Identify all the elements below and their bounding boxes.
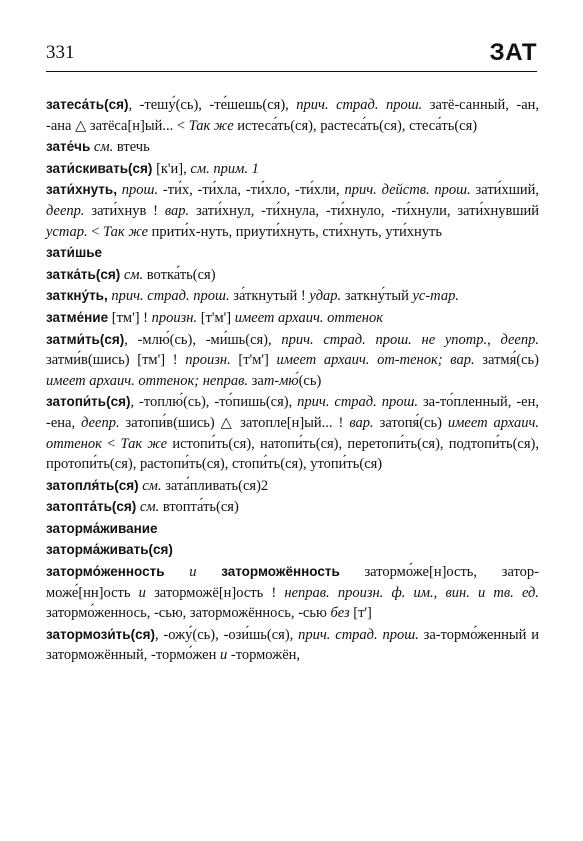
headword: затка́ть(ся)	[46, 266, 121, 282]
grammar-note: произн.	[151, 309, 198, 326]
dictionary-entry	[46, 497, 539, 518]
entry-text: затмя́(сь)	[474, 352, 539, 369]
entry-text: <	[87, 223, 104, 240]
headword: затми́ть(ся)	[46, 331, 125, 347]
headword: затопи́ть(ся)	[46, 394, 131, 410]
grammar-note: удар.	[309, 288, 342, 305]
entry-text: <	[101, 435, 121, 452]
grammar-note: и	[219, 647, 228, 664]
dictionary-entry	[46, 562, 539, 624]
entry-text: , -ожу́(сь), -ози́шь(ся),	[154, 626, 299, 643]
headword: зати́шье	[46, 245, 103, 261]
entry-text: заторможё[н]ость !	[145, 584, 285, 601]
headword: затме́ние	[46, 309, 109, 325]
dictionary-entry	[46, 540, 539, 561]
grammar-note: см.	[142, 477, 162, 494]
grammar-note: деепр.	[81, 414, 120, 431]
entry-text: [т'м']	[197, 309, 235, 326]
grammar-note: имеет архаич. оттенок	[234, 309, 384, 326]
grammar-note: вар.	[349, 414, 374, 431]
headword: затопля́ть(ся)	[46, 477, 139, 493]
headword: затеса́ть(ся)	[46, 97, 129, 112]
grammar-note: Так же	[188, 117, 234, 134]
grammar-note: произн.	[185, 352, 231, 369]
grammar-note: имеет архаич. оттенок; неправ.	[46, 372, 249, 389]
dictionary-entry	[46, 159, 539, 180]
entry-text: затопя́(сь)	[373, 414, 448, 431]
dictionary-entry	[46, 286, 539, 307]
entry-text: -торможён,	[227, 647, 301, 664]
entry-text: втопта́ть(ся)	[159, 499, 239, 516]
dictionary-entry	[46, 330, 539, 392]
entry-text: зати́хнул, -ти́хнула, -ти́хнуло, -ти́хнули, зати́хнувший	[189, 202, 540, 219]
entry-text: [т']	[349, 605, 372, 622]
grammar-note: см.	[123, 266, 144, 283]
entry-text: затопи́в(шись) △ затопле[н]ый... !	[119, 414, 350, 431]
header-rule	[46, 71, 537, 72]
dictionary-entry	[46, 137, 539, 158]
grammar-note: неправ. произн. ф. им., вин. и тв. ед.	[284, 584, 539, 601]
entry-text: прити́х-нуть, приути́хнуть, сти́хнуть, ути́хнуть	[148, 223, 442, 240]
grammar-note: и	[189, 564, 197, 581]
headword: заторма́живание	[46, 520, 158, 536]
entry-text: заткну́тый	[341, 288, 413, 305]
dictionary-entry	[46, 519, 539, 540]
entries-list	[46, 95, 539, 667]
grammar-note: т-мю́	[263, 372, 299, 389]
entry-text: [к'и],	[152, 160, 191, 177]
dictionary-entry	[46, 265, 539, 286]
grammar-note: ус-тар.	[412, 288, 459, 305]
entry-text: , -топлю́(сь), -то́пишь(ся),	[130, 394, 298, 411]
grammar-note: деепр.	[46, 202, 85, 219]
entry-text: затё-санный, -ан, -ана △ затёса[н]ый... <	[46, 97, 540, 134]
dictionary-entry	[46, 95, 539, 136]
grammar-note: имеет архаич. от-тенок; вар.	[276, 352, 475, 369]
entry-text	[197, 564, 222, 580]
entry-text: затормо́женнось, -сью, заторможённось, -сью	[46, 605, 331, 622]
headword: заторможённость	[221, 564, 340, 580]
grammar-note: прич. страд. прош.	[296, 97, 423, 113]
entry-text: истеса́ть(ся), растеса́ть(ся), стеса́ть(ся)	[233, 117, 478, 134]
entry-text: втечь	[113, 139, 150, 156]
headword: зате́чь	[46, 139, 91, 155]
entry-text: затми́в(шись) [тм'] !	[46, 352, 186, 369]
entry-text: за-то́пленный, -ен, -ена,	[46, 394, 539, 431]
grammar-note: см. прим. 1	[190, 160, 259, 177]
entry-text: затормо́же[н]ость, затор-може́[нн]ость	[46, 564, 539, 601]
grammar-note: прич. страд. прош.	[298, 626, 419, 643]
entry-text	[165, 564, 190, 580]
entry-text: зата́пливать(ся)2	[161, 477, 269, 494]
entry-text: , -млю́(сь), -ми́шь(ся),	[124, 331, 282, 348]
entry-text: зати́хнув !	[84, 202, 165, 219]
grammar-note: Так же	[120, 435, 168, 452]
grammar-note: см.	[93, 139, 114, 156]
entry-text: -ти́х, -ти́хла, -ти́хло, -ти́хли,	[158, 182, 345, 199]
entry-text: , -тешу́(сь), -те́шешь(ся),	[128, 97, 297, 113]
grammar-note: имеет архаич. оттенок	[46, 414, 540, 452]
grammar-note: прич. действ. прош.	[344, 182, 471, 199]
grammar-note: прич. страд. прош.	[111, 288, 230, 305]
dictionary-entry	[46, 308, 539, 329]
running-head: ЗАТ	[489, 39, 537, 66]
dictionary-entry	[46, 180, 539, 242]
entry-text: зати́хший,	[470, 182, 540, 199]
grammar-note: прош.	[121, 182, 159, 199]
headword: затормо́женность	[46, 564, 165, 580]
grammar-note: см.	[139, 499, 160, 516]
dictionary-entry	[46, 625, 539, 666]
headword: зати́скивать(ся)	[46, 160, 153, 176]
headword: затопта́ть(ся)	[46, 499, 137, 515]
entry-text: за	[248, 372, 264, 389]
dictionary-entry	[46, 476, 539, 497]
dictionary-entry	[46, 392, 539, 474]
headword: заткну́ть,	[46, 288, 108, 304]
entry-text: вотка́ть(ся)	[143, 266, 216, 283]
entry-text: за-тормо́женный и заторможённый, -тормо́жен	[46, 626, 539, 664]
grammar-note: устар.	[46, 223, 88, 240]
entry-text: (сь)	[298, 372, 322, 389]
grammar-note: без	[330, 605, 350, 622]
page-number: 331	[46, 42, 75, 63]
grammar-note: вар.	[164, 202, 190, 219]
headword: затормози́ть(ся)	[46, 626, 155, 642]
page-header	[46, 39, 537, 72]
entry-text: [тм'] !	[108, 309, 152, 326]
entry-text: за́ткнутый !	[229, 288, 310, 305]
entry-text: [т'м']	[230, 352, 277, 369]
grammar-note: Так же	[103, 223, 149, 240]
grammar-note: и	[138, 584, 146, 601]
dictionary-entry	[46, 243, 539, 264]
headword: зати́хнуть,	[46, 182, 117, 198]
entry-text: истопи́ть(ся), натопи́ть(ся), перетопи́ть(ся), подтопи́ть(ся), протопи́ть(ся), растопи́ть(ся), стопи́ть(ся), утопи́ть(ся)	[46, 435, 539, 473]
grammar-note: прич. страд. прош. не употр., деепр.	[281, 331, 539, 348]
headword: заторма́живать(ся)	[46, 542, 173, 558]
grammar-note: прич. страд. прош.	[297, 394, 419, 411]
